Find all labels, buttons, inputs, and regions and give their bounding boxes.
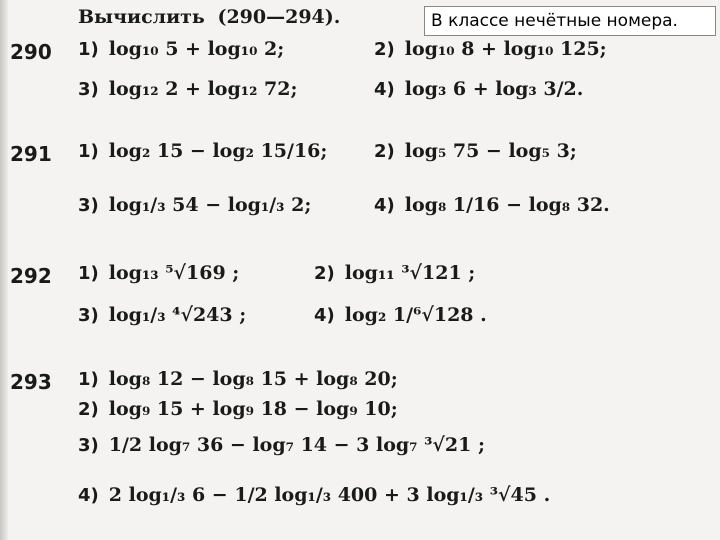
item-expression: log₃ 6 + log₃ 3/2. <box>404 78 584 100</box>
item-expression: log₈ 1/16 − log₈ 32. <box>404 194 610 216</box>
item-expression: log₁₀ 5 + log₁₀ 2; <box>108 38 285 60</box>
item-label: 2) <box>314 263 335 284</box>
item-expression: log₂ 1/⁶√128 . <box>344 304 487 326</box>
item-expression: log₁₀ 8 + log₁₀ 125; <box>404 38 607 60</box>
item-label: 1) <box>78 39 99 60</box>
item-expression: log₁/₃ 54 − log₁/₃ 2; <box>108 194 312 216</box>
problem-292-item-1 <box>78 262 239 292</box>
header-word: Вычислить <box>78 6 205 28</box>
item-expression: log₁₁ ³√121 ; <box>344 262 476 284</box>
item-expression: log₁₃ ⁵√169 ; <box>108 262 240 284</box>
item-expression: log₁/₃ ⁴√243 ; <box>108 304 247 326</box>
item-label: 2) <box>374 39 395 60</box>
item-label: 4) <box>374 195 395 216</box>
problem-291-item-1 <box>78 140 327 170</box>
item-label: 3) <box>78 79 99 100</box>
item-expression: log₉ 15 + log₉ 18 − log₉ 10; <box>108 398 398 420</box>
problem-292-item-3 <box>78 304 246 334</box>
problem-291-item-4 <box>374 194 610 224</box>
problem-number-293: 293 <box>10 370 52 394</box>
problem-290-item-4 <box>374 78 583 108</box>
item-label: 3) <box>78 305 99 326</box>
homework-note: В классе нечётные номера. <box>424 6 716 36</box>
item-label: 1) <box>78 369 99 390</box>
problem-number-292: 292 <box>10 264 52 288</box>
item-label: 4) <box>78 485 99 506</box>
item-expression: log₅ 75 − log₅ 3; <box>404 140 577 162</box>
item-label: 2) <box>374 141 395 162</box>
problem-number-290: 290 <box>10 40 52 64</box>
item-label: 4) <box>314 305 335 326</box>
problem-293-item-4 <box>78 484 550 514</box>
item-label: 1) <box>78 263 99 284</box>
item-label: 3) <box>78 195 99 216</box>
item-expression: log₁₂ 2 + log₁₂ 72; <box>108 78 298 100</box>
problem-293-item-2 <box>78 398 398 428</box>
page-edge-shadow <box>0 0 8 540</box>
problem-number-291: 291 <box>10 142 52 166</box>
problem-292-item-4 <box>314 304 487 334</box>
item-label: 1) <box>78 141 99 162</box>
problem-291-item-2 <box>374 140 577 170</box>
header-range: (290—294). <box>217 6 341 28</box>
problem-290-item-2 <box>374 38 607 68</box>
problem-290-item-1 <box>78 38 284 68</box>
item-expression: log₈ 12 − log₈ 15 + log₈ 20; <box>108 368 398 390</box>
item-label: 4) <box>374 79 395 100</box>
problem-290-item-3 <box>78 78 297 108</box>
item-label: 2) <box>78 399 99 420</box>
item-expression: 2 log₁/₃ 6 − 1/2 log₁/₃ 400 + 3 log₁/₃ ³√45 . <box>108 484 551 506</box>
problem-293-item-1 <box>78 368 398 398</box>
item-label: 3) <box>78 435 99 456</box>
problem-291-item-3 <box>78 194 311 224</box>
item-expression: log₂ 15 − log₂ 15/16; <box>108 140 328 162</box>
problem-292-item-2 <box>314 262 475 292</box>
problem-293-item-3 <box>78 434 485 464</box>
exercise-header <box>78 6 340 28</box>
item-expression: 1/2 log₇ 36 − log₇ 14 − 3 log₇ ³√21 ; <box>108 434 485 456</box>
